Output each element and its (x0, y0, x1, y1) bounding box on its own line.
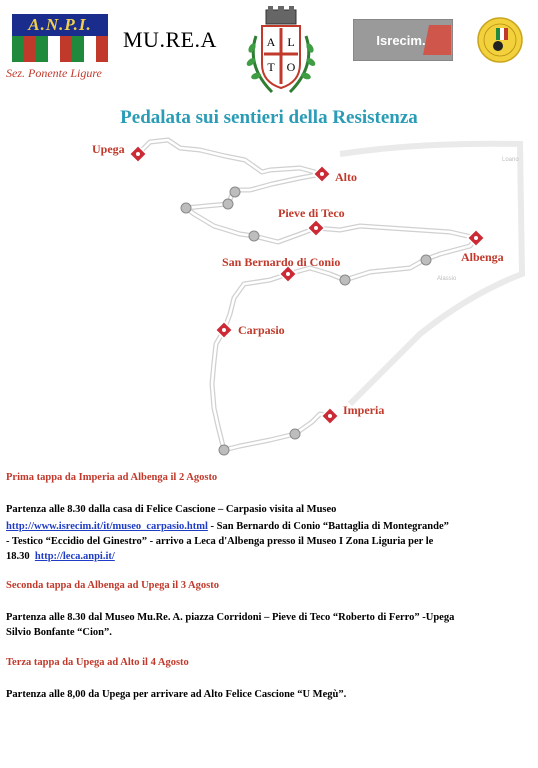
round-badge-logo (476, 16, 524, 64)
crest-letter-l: L (287, 35, 295, 49)
waypoint-dot (340, 275, 350, 285)
stage-2-line1: Partenza alle 8.30 dal Museo Mu.Re. A. piazza Corridoni – Pieve di Teco “Roberto di Ferro” -Upega (6, 612, 455, 623)
anpi-logo (12, 14, 108, 62)
leca-anpi-link[interactable]: http://leca.anpi.it/ (34, 551, 115, 562)
waypoint-dot (181, 203, 191, 213)
map-label-alto: Alto (335, 170, 357, 184)
stage-2-line2: Silvio Bonfante “Cion”. (6, 627, 112, 638)
alto-crest-logo (242, 6, 320, 98)
stage-1-time: 18.30 (6, 551, 30, 562)
map-label-san-bernardo: San Bernardo di Conio (222, 255, 341, 269)
stage-2-heading: Seconda tappa da Albenga ad Upega il 3 Agosto (6, 580, 219, 591)
stage-1-line3: - Testico “Eccidio del Ginestro” - arrivo a Leca d'Albenga presso il Museo I Zona Liguria per le (6, 536, 434, 547)
stage-3-line1: Partenza alle 8,00 da Upega per arrivare ad Alto Felice Cascione “U Megù”. (6, 689, 347, 700)
section-label: Sez. Ponente Ligure (6, 66, 102, 80)
crest-letter-t: T (267, 60, 275, 74)
crest-letter-a: A (266, 35, 276, 49)
route-map (0, 134, 538, 466)
map-label-pieve-di-teco: Pieve di Teco (278, 206, 345, 220)
stage-1-line2-text: - San Bernardo di Conio “Battaglia di Montegrande” (207, 521, 449, 532)
waypoint-dot (249, 231, 259, 241)
anpi-logo-text: A.N.P.I. (12, 14, 108, 36)
map-label-upega: Upega (92, 142, 125, 156)
map-label-albenga: Albenga (461, 250, 504, 264)
waypoint-dot (230, 187, 240, 197)
map-label-loano: Loano (502, 157, 519, 163)
map-label-carpasio: Carpasio (238, 323, 285, 337)
waypoint-dot (290, 429, 300, 439)
stage-1-line2 (6, 519, 526, 534)
waypoint-dot (219, 445, 229, 455)
map-label-imperia: Imperia (343, 403, 385, 417)
waypoint-dot (223, 199, 233, 209)
italian-flag-icon (12, 36, 108, 62)
museo-carpasio-link[interactable]: http://www.isrecim.it/it/museo_carpasio.html (6, 521, 208, 532)
stage-1-line1: Partenza alle 8.30 dalla casa di Felice Cascione – Carpasio visita al Museo (6, 504, 337, 515)
murea-label: MU.RE.A (123, 27, 217, 52)
stage-1-heading: Prima tappa da Imperia ad Albenga il 2 Agosto (6, 472, 218, 483)
stage-1-line4 (6, 549, 526, 564)
map-label-alassio: Alassio (437, 276, 457, 282)
stage-3-heading: Terza tappa da Upega ad Alto il 4 Agosto (6, 657, 189, 668)
isrecim-logo-text: Isrecim. (376, 33, 426, 48)
isrecim-logo (353, 19, 453, 61)
crest-letter-o: O (286, 60, 296, 74)
waypoint-dot (421, 255, 431, 265)
page-title: Pedalata sui sentieri della Resistenza (120, 107, 418, 128)
